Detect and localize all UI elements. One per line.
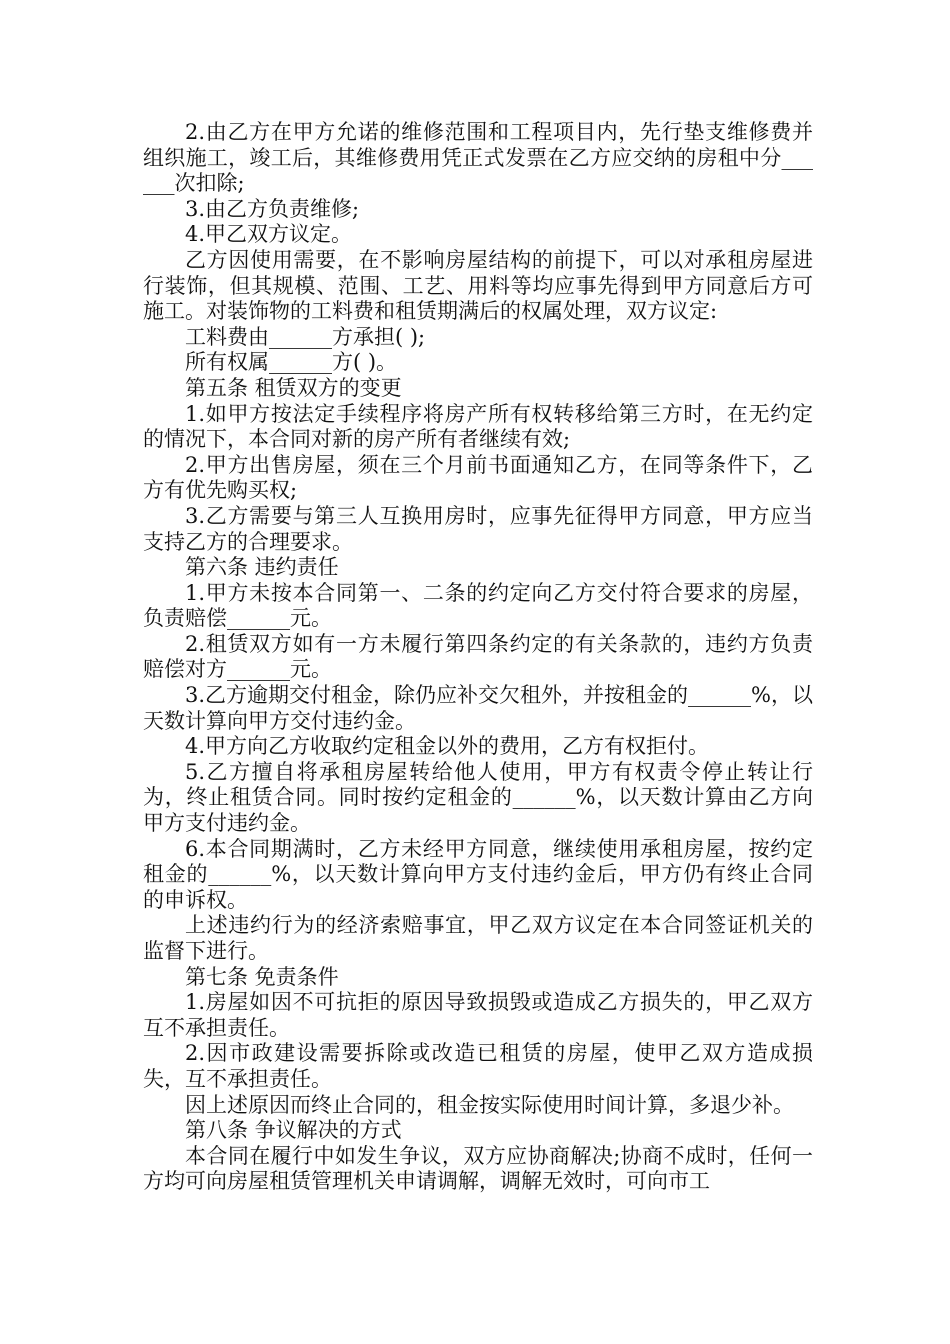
article-7-rent-settlement: 因上述原因而终止合同的，租金按实际使用时间计算，多退少补。 (185, 1092, 794, 1117)
article-5-heading: 第五条 租赁双方的变更 (185, 375, 402, 400)
article-7-item-2: 2.因市政建设需要拆除或改造已租赁的房屋，使甲乙双方造成损失，互不承担责任。 (143, 1041, 813, 1091)
clause-2-repair-advance: 2.由乙方在甲方允诺的维修范围和工程项目内，先行垫支维修费并组织施工，竣工后，其维修费用凭正式发票在乙方应交纳的房租中分______次扣除; (143, 120, 813, 196)
clause-3-tenant-repair: 3.由乙方负责维修; (185, 196, 360, 221)
clause-4-mutual-agreement: 4.甲乙双方议定。 (185, 222, 353, 247)
labor-cost-line: 工料费由______方承担( ); (185, 324, 426, 349)
article-6-item-4: 4.甲方向乙方收取约定租金以外的费用，乙方有权拒付。 (185, 734, 710, 759)
article-6-supervision: 上述违约行为的经济索赔事宜，甲乙双方议定在本合同签证机关的监督下进行。 (143, 913, 813, 963)
article-5-item-2: 2.甲方出售房屋，须在三个月前书面通知乙方，在同等条件下，乙方有优先购买权; (143, 452, 813, 503)
article-6-item-3: 3.乙方逾期交付租金，除仍应补交欠租外，并按租金的______%，以天数计算向甲方交付违约金。 (143, 683, 813, 733)
article-8-body: 本合同在履行中如发生争议，双方应协商解决;协商不成时，任何一方均可向房屋租赁管理机关申请调解，调解无效时，可向市工 (143, 1143, 813, 1194)
article-6-item-5: 5.乙方擅自将承租房屋转给他人使用，甲方有权责令停止转让行为，终止租赁合同。同时按约定租金的______%，以天数计算由乙方向甲方支付违约金。 (143, 759, 813, 836)
article-6-item-1: 1.甲方未按本合同第一、二条的约定向乙方交付符合要求的房屋，负责赔偿______元。 (143, 580, 813, 631)
decoration-paragraph: 乙方因使用需要，在不影响房屋结构的前提下，可以对承租房屋进行装饰，但其规模、范围、工艺、用料等均应事先得到甲方同意后方可施工。对装饰物的工料费和租赁期满后的权属处理，双方议定: (143, 247, 813, 324)
article-7-item-1: 1.房屋如因不可抗拒的原因导致损毁或造成乙方损失的，甲乙双方互不承担责任。 (143, 990, 813, 1040)
ownership-line: 所有权属______方( )。 (185, 350, 398, 375)
article-8-heading: 第八条 争议解决的方式 (185, 1118, 402, 1143)
document-body (143, 120, 813, 1195)
article-6-item-6: 6.本合同期满时，乙方未经甲方同意，继续使用承租房屋，按约定租金的______%，以天数计算向甲方支付违约金后，甲方仍有终止合同的申诉权。 (143, 836, 813, 912)
article-6-item-2: 2.租赁双方如有一方未履行第四条约定的有关条款的，违约方负责赔偿对方______元。 (143, 631, 813, 682)
article-7-heading: 第七条 免责条件 (185, 964, 339, 989)
article-5-item-3: 3.乙方需要与第三人互换用房时，应事先征得甲方同意，甲方应当支持乙方的合理要求。 (143, 503, 813, 554)
article-5-item-1: 1.如甲方按法定手续程序将房产所有权转移给第三方时，在无约定的情况下，本合同对新的房产所有者继续有效; (143, 401, 813, 452)
article-6-heading: 第六条 违约责任 (185, 555, 339, 580)
